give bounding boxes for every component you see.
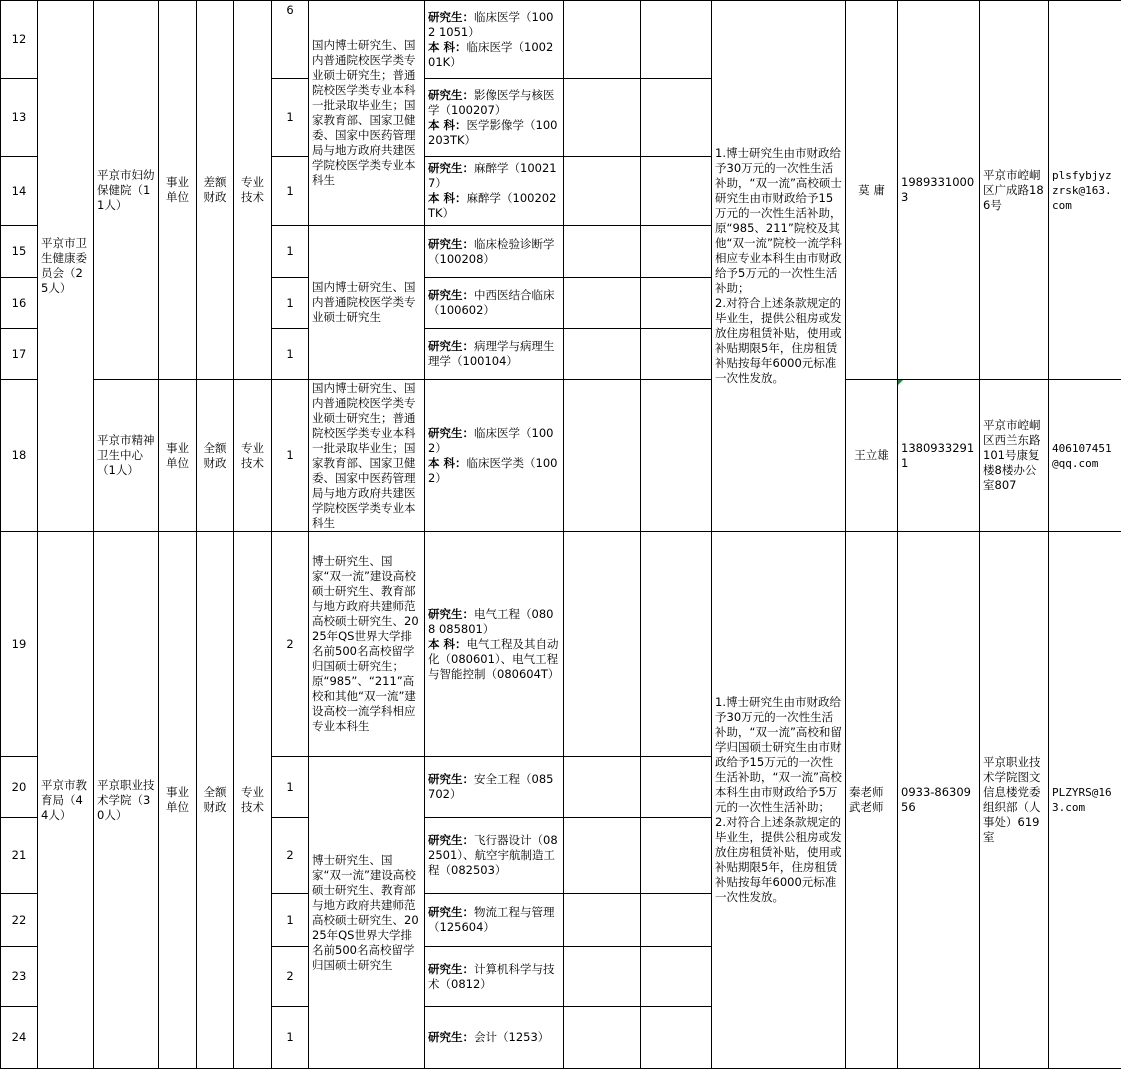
email-cell: PLZYRS@163.com [1049,532,1121,1069]
row-number: 16 [1,278,38,329]
address-cell: 平京职业技术学院图文信息楼党委组织部（人事处）619室 [980,532,1049,1069]
empty-cell [641,757,712,818]
requirement-level: 研究生： [428,288,474,302]
row-number: 21 [1,818,38,894]
contact-person-cell: 秦老师 武老师 [846,532,898,1069]
requirement-level: 本 科： [428,117,467,132]
address-cell: 平京市崆峒区西兰东路101号康复楼8楼办公室807 [980,380,1049,532]
row-number: 13 [1,79,38,157]
empty-cell [641,380,712,532]
requirement-cell [425,1,564,79]
post-type-cell: 专业技术 [234,380,272,532]
requirement-level: 本 科： [428,636,467,651]
requirement-major: 临床检验诊断学（100208） [428,236,555,266]
contact-person-cell: 莫 庸 [846,1,898,380]
requirement-cell [425,818,564,894]
empty-cell [641,947,712,1007]
unit-cell: 平京职业技术学院（30人） [94,532,159,1069]
requirement-level: 研究生： [428,425,474,440]
row-number: 18 [1,380,38,532]
empty-cell [564,380,641,532]
headcount-cell: 1 [272,278,309,329]
table-row [1,532,1121,757]
empty-cell [641,79,712,157]
row-number: 17 [1,329,38,380]
headcount-cell: 2 [272,947,309,1007]
policy-cell: 1.博士研究生由市财政给予30万元的一次性生活补助，“双一流”高校和留学归国硕士研究生由市财政给予15万元的一次性生活补助，“双一流”高校本科生由市财政给予5万元的一次性生活补助； 2.对符合上述条款规定的毕业生，提供公租房或发放住房租赁补贴，使用或补贴期限5年，住房租赁补贴按每年6000元标准一次性发放。 [712,532,846,1069]
row-number: 14 [1,157,38,226]
empty-cell [564,818,641,894]
table-row [1,380,1121,532]
requirement-major: 临床医学类（1002） [428,455,558,485]
row-number: 15 [1,226,38,278]
requirement-level: 研究生： [428,161,474,175]
headcount-cell: 1 [272,1007,309,1069]
requirement-major: 安全工程（085702） [428,772,554,801]
headcount-cell: 2 [272,532,309,757]
funding-cell: 差额财政 [197,1,234,380]
headcount-cell: 6 [272,1,309,79]
requirement-level: 研究生： [428,961,474,976]
requirement-major: 病理学与病理生理学（100104） [428,339,555,368]
requirement-major: 麻醉学（100217） [428,161,557,190]
empty-cell [564,79,641,157]
requirement-major: 临床医学（1002） [428,425,554,455]
row-number: 19 [1,532,38,757]
empty-cell [641,818,712,894]
headcount-cell: 1 [272,157,309,226]
empty-cell [641,532,712,757]
unit-cell: 平京市妇幼保健院（11人） [94,1,159,380]
requirement-cell [425,278,564,329]
policy-cell: 1.博士研究生由市财政给予30万元的一次性生活补助，“双一流”高校硕士研究生由市财政给予15万元的一次性生活补助，原“985、211”院校及其他“双一流”院校一流学科相应专业本科生由市财政给予5万元的一次性生活补助； 2.对符合上述条款规定的毕业生，提供公租房或发放住房租赁补贴，使用或补贴期限5年，住房租赁补贴按每年6000元标准一次性发放。 [712,1,846,532]
education-cell: 博士研究生、国家“双一流”建设高校硕士研究生、教育部与地方政府共建师范高校硕士研究生、2025年QS世界大学排名前500名高校留学归国硕士研究生；原“985”、“211”高校和其他“双一流”建设高校一流学科相应专业本科生 [309,532,425,757]
requirement-level: 本 科： [428,191,467,205]
requirement-level: 研究生： [428,606,474,621]
empty-cell [641,278,712,329]
requirement-major: 影像医学与核医学（100207） [428,87,555,117]
unit-cell: 平京市精神卫生中心（1人） [94,380,159,532]
empty-cell [564,532,641,757]
requirement-level: 研究生： [428,1030,474,1044]
headcount-cell: 1 [272,329,309,380]
requirement-level: 本 科： [428,455,467,470]
requirement-cell [425,157,564,226]
headcount-cell: 1 [272,226,309,278]
empty-cell [564,329,641,380]
headcount-cell: 1 [272,380,309,532]
requirement-level: 研究生： [428,833,474,847]
post-type-cell: 专业技术 [234,1,272,380]
requirement-cell [425,329,564,380]
table-row [1,1,1121,79]
requirement-level: 本 科： [428,39,467,54]
empty-cell [564,1007,641,1069]
email-cell: 406107451@qq.com [1049,380,1121,532]
requirement-major: 会计（1253） [474,1030,550,1044]
requirement-cell [425,79,564,157]
phone-cell: 0933-8630956 [898,532,980,1069]
requirement-major: 麻醉学（100202TK） [428,191,557,220]
department-cell: 平京市卫生健康委员会（25人） [38,1,94,532]
requirement-level: 研究生： [428,772,474,786]
requirement-level: 研究生： [428,905,474,919]
empty-cell [564,757,641,818]
address-cell: 平京市崆峒区广成路186号 [980,1,1049,380]
row-number: 20 [1,757,38,818]
post-type-cell: 专业技术 [234,532,272,1069]
empty-cell [641,1,712,79]
funding-cell: 全额财政 [197,532,234,1069]
requirement-cell [425,1007,564,1069]
requirement-major: 飞行器设计（082501）、航空宇航制造工程（082503） [428,833,558,877]
row-number: 24 [1,1007,38,1069]
empty-cell [641,1007,712,1069]
empty-cell [564,278,641,329]
empty-cell [564,947,641,1007]
headcount-cell: 1 [272,79,309,157]
headcount-cell: 1 [272,757,309,818]
education-cell: 国内博士研究生、国内普通院校医学类专业硕士研究生；普通院校医学类专业本科一批录取毕业生；国家教育部、国家卫健委、国家中医药管理局与地方政府共建医学院校医学类专业本科生 [309,1,425,226]
empty-cell [641,157,712,226]
funding-cell: 全额财政 [197,380,234,532]
requirement-major: 计算机科学与技术（0812） [428,961,555,991]
headcount-cell: 2 [272,818,309,894]
unit-type-cell: 事业单位 [159,380,197,532]
empty-cell [564,226,641,278]
requirement-level: 研究生： [428,236,474,251]
empty-cell [564,157,641,226]
requirement-major: 临床医学（100201K） [428,39,554,69]
empty-cell [564,894,641,947]
requirement-major: 临床医学（1002 1051） [428,9,554,39]
education-cell: 国内博士研究生、国内普通院校医学类专业硕士研究生；普通院校医学类专业本科一批录取毕业生；国家教育部、国家卫健委、国家中医药管理局与地方政府共建医学院校医学类专业本科生 [309,380,425,532]
empty-cell [564,1,641,79]
requirement-level: 研究生： [428,87,474,102]
requirement-cell [425,532,564,757]
unit-type-cell: 事业单位 [159,1,197,380]
requirement-cell [425,894,564,947]
row-number: 23 [1,947,38,1007]
row-number: 12 [1,1,38,79]
phone-cell: 19893310003 [898,1,980,380]
requirement-major: 中西医结合临床（100602） [428,288,555,317]
requirement-level: 研究生： [428,339,474,353]
headcount-cell: 1 [272,894,309,947]
email-cell: plsfybjyzzrsk@163.com [1049,1,1121,380]
requirement-cell [425,226,564,278]
requirement-level: 研究生： [428,9,474,24]
requirement-cell [425,757,564,818]
education-cell: 国内博士研究生、国内普通院校医学类专业硕士研究生 [309,226,425,380]
department-cell: 平京市教育局（44人） [38,532,94,1069]
requirement-major: 医学影像学（100203TK） [428,117,558,147]
empty-cell [641,226,712,278]
row-number: 22 [1,894,38,947]
contact-person-cell: 王立雄 [846,380,898,532]
requirement-cell [425,947,564,1007]
requirement-major: 电气工程及其自动化（080601）、电气工程与智能控制（080604T） [428,636,560,681]
empty-cell [641,329,712,380]
unit-type-cell: 事业单位 [159,532,197,1069]
empty-cell [641,894,712,947]
requirement-major: 物流工程与管理（125604） [428,905,555,934]
requirement-cell [425,380,564,532]
requirement-major: 电气工程（0808 085801） [428,606,554,636]
education-cell: 博士研究生、国家“双一流”建设高校硕士研究生、教育部与地方政府共建师范高校硕士研究生、2025年QS世界大学排名前500名高校留学归国硕士研究生 [309,757,425,1069]
phone-cell: 13809332911 [898,380,980,532]
